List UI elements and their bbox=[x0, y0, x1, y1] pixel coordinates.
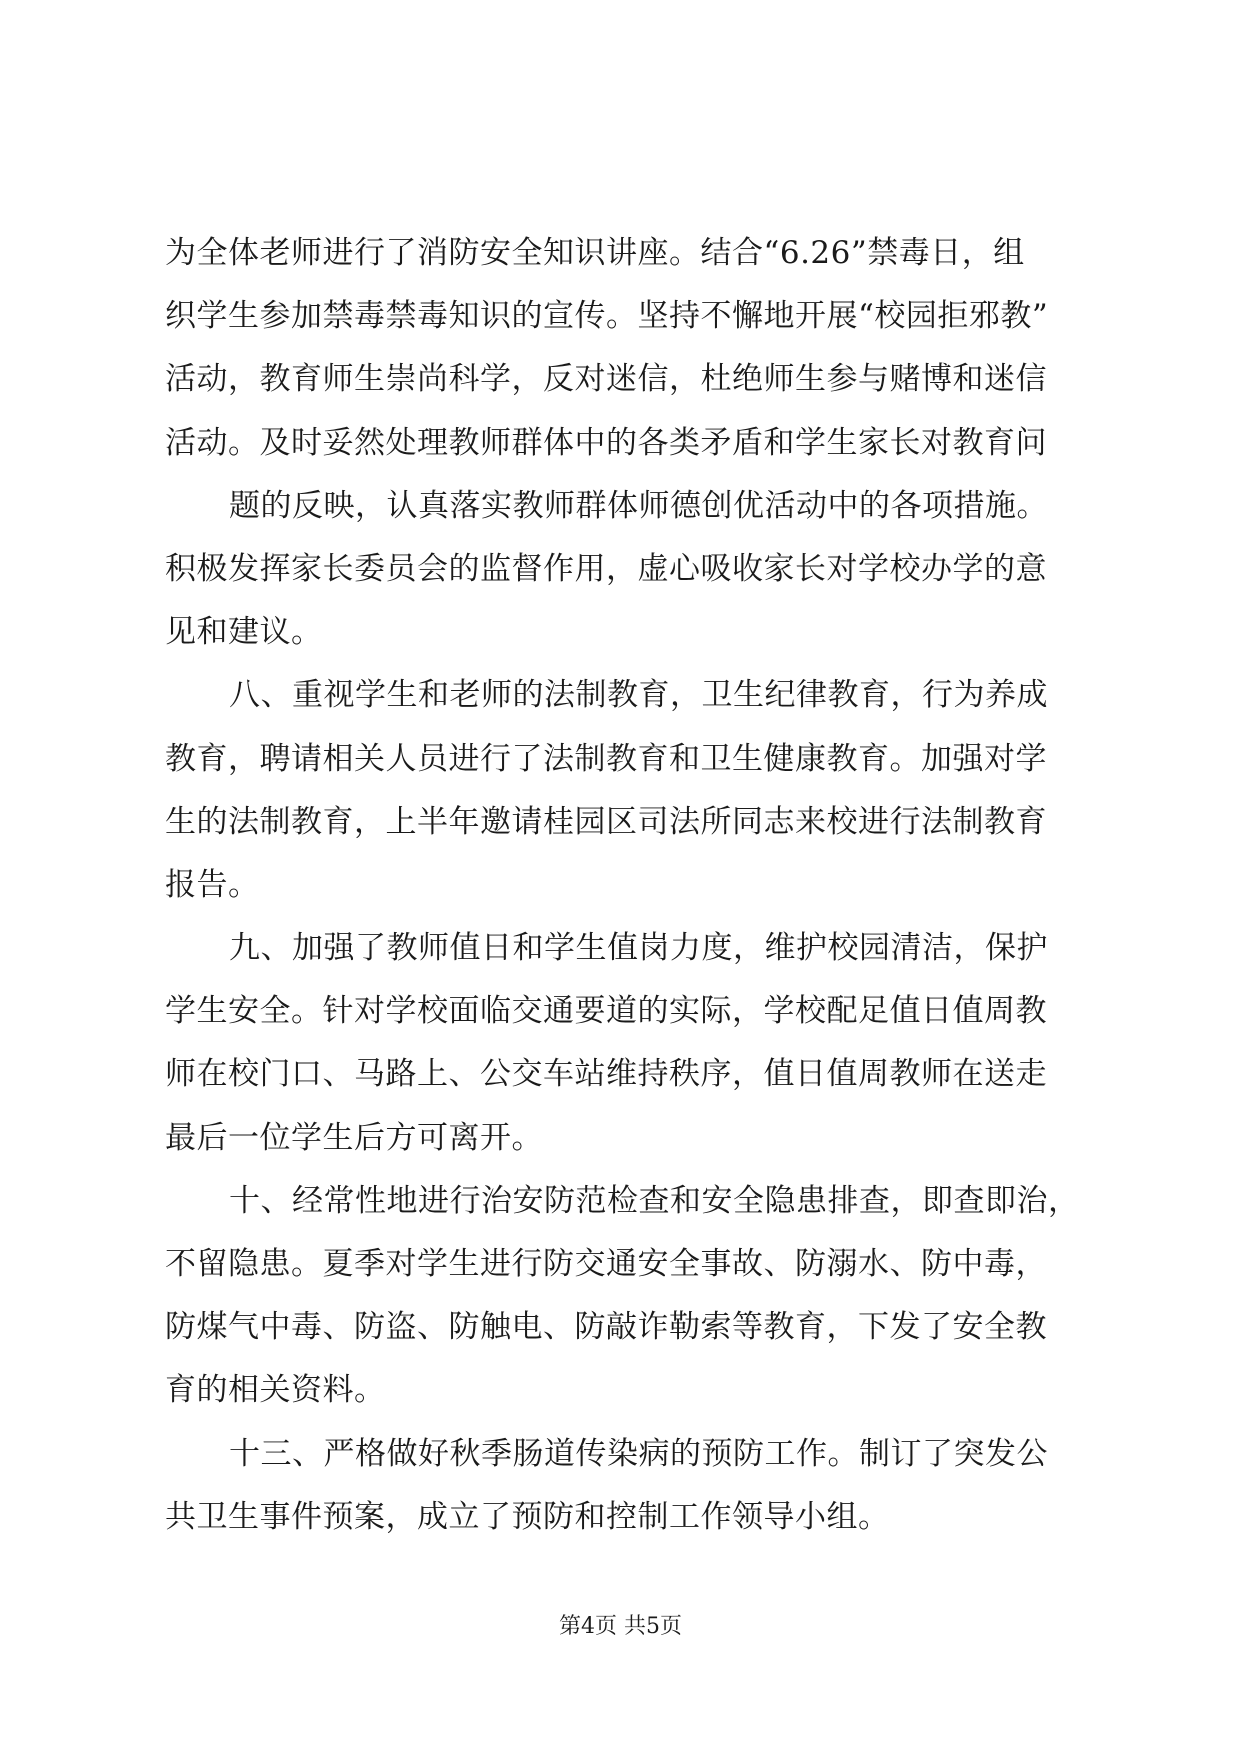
paragraph-9-start: 九、加强了教师值日和学生值岗力度，维护校园清洁，保护 bbox=[229, 930, 1048, 967]
page-number-label: 第4页 共5页 bbox=[559, 1614, 682, 1639]
text-line: 活动。及时妥然处理教师群体中的各类矛盾和学生家长对教育问 bbox=[165, 424, 1047, 461]
text-line: 生的法制教育，上半年邀请桂园区司法所同志来校进行法制教育 bbox=[165, 803, 1047, 840]
paragraph-10-start: 十、经常性地进行治安防范检查和安全隐患排查，即查即治， bbox=[229, 1182, 1080, 1219]
text-line: 共卫生事件预案，成立了预防和控制工作领导小组。 bbox=[165, 1498, 890, 1535]
text-line: 学生安全。针对学校面临交通要道的实际，学校配足值日值周教 bbox=[165, 993, 1047, 1030]
text-line: 为全体老师进行了消防安全知识讲座。结合“6.26”禁毒日，组 bbox=[165, 235, 1025, 271]
paragraph-8-start: 八、重视学生和老师的法制教育，卫生纪律教育，行为养成 bbox=[229, 677, 1048, 714]
text-line: 见和建议。 bbox=[165, 614, 323, 651]
text-line: 师在校门口、马路上、公交车站维持秩序，值日值周教师在送走 bbox=[165, 1056, 1047, 1093]
text-line: 积极发挥家长委员会的监督作用，虚心吸收家长对学校办学的意 bbox=[165, 550, 1047, 587]
text-line: 题的反映，认真落实教师群体师德创优活动中的各项措施。 bbox=[229, 487, 1048, 524]
text-line: 教育，聘请相关人员进行了法制教育和卫生健康教育。加强对学 bbox=[165, 740, 1047, 777]
page-footer bbox=[0, 1612, 1241, 1642]
text-line: 不留隐患。夏季对学生进行防交通安全事故、防溺水、防中毒， bbox=[165, 1246, 1047, 1282]
paragraph-13-start: 十三、严格做好秋季肠道传染病的预防工作。制订了突发公 bbox=[229, 1435, 1048, 1472]
text-line: 活动，教育师生崇尚科学，反对迷信，杜绝师生参与赌博和迷信 bbox=[165, 361, 1047, 398]
document-body bbox=[165, 222, 1085, 1549]
text-line: 报告。 bbox=[165, 866, 260, 903]
text-line: 育的相关资料。 bbox=[165, 1372, 386, 1409]
text-line: 防煤气中毒、防盗、防触电、防敲诈勒索等教育，下发了安全教 bbox=[165, 1309, 1047, 1346]
text-line: 最后一位学生后方可离开。 bbox=[165, 1119, 543, 1156]
text-line: 织学生参加禁毒禁毒知识的宣传。坚持不懈地开展“校园拒邪教” bbox=[165, 298, 1049, 335]
